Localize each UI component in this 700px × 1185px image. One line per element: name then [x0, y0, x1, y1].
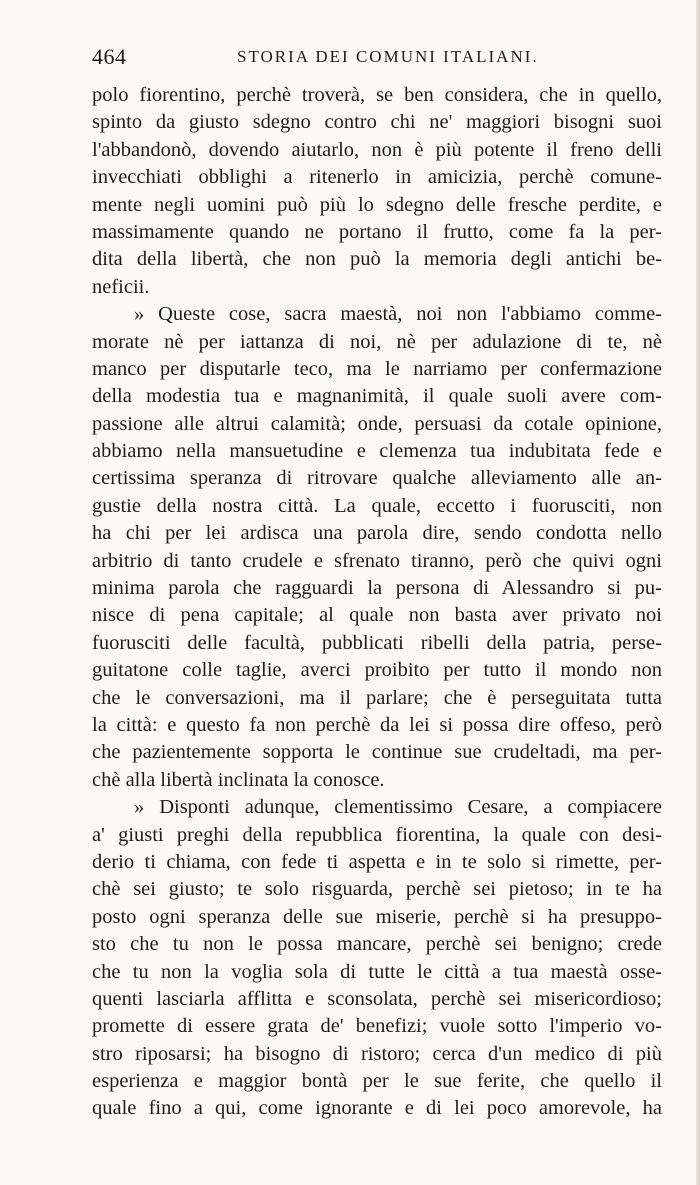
text-line: dita della libertà, che non può la memoria degli antichi be- — [92, 248, 662, 271]
text-line: della modestia tua e magnanimità, il quale suoli avere com- — [92, 385, 662, 408]
text-line: quenti lasciarla afflitta e sconsolata, perchè sei misericordioso; — [92, 987, 662, 1010]
text-line: morate nè per iattanza di noi, nè per adulazione di te, nè — [92, 330, 662, 353]
text-line: ha chi per lei ardisca una parola dire, sendo condotta nello — [92, 522, 662, 545]
text-line: l'abbandonò, dovendo aiutarlo, non è più potente il freno delli — [92, 138, 662, 161]
text-line: spinto da giusto sdegno contro chi ne' maggiori bisogni suoi — [92, 111, 662, 134]
text-line: che pazientemente sopporta le continue sue crudeltadi, ma per- — [92, 741, 662, 764]
text-line: chè alla libertà inclinata la conosce. — [92, 768, 385, 791]
text-line: massimamente quando ne portano il frutto, come fa la per- — [92, 220, 662, 243]
text-line: passione alle altrui calamità; onde, persuasi da cotale opinione, — [92, 412, 662, 435]
page-header — [92, 44, 660, 72]
paragraph — [92, 301, 662, 794]
text-line: posto ogni speranza delle sue miserie, perchè si ha presuppo- — [92, 905, 662, 928]
running-head: STORIA DEI COMUNI ITALIANI. — [237, 47, 539, 66]
text-line: guitatone colle taglie, averci proibito per tutto il mondo non — [92, 659, 662, 682]
text-line: fuorusciti delle facultà, pubblicati ribelli della patria, perse- — [92, 631, 662, 654]
page-edge — [696, 0, 700, 1185]
text-line: neficii. — [92, 275, 150, 298]
text-line: a' giusti preghi della repubblica fiorentina, la quale con desi- — [92, 823, 662, 846]
text-line: esperienza e maggior bontà per le sue ferite, che quello il — [92, 1070, 662, 1093]
text-line: abbiamo nella mansuetudine e clemenza tua indubitata fede e — [92, 440, 662, 463]
text-line: promette di essere grata de' benefizi; vuole sotto l'imperio vo- — [92, 1015, 662, 1038]
text-line: la città: e questo fa non perchè da lei si possa dire offeso, però — [92, 713, 662, 736]
text-line: stro riposarsi; ha bisogno di ristoro; cerca d'un medico di più — [92, 1042, 662, 1065]
page-number: 464 — [92, 44, 127, 69]
text-line: quale fino a qui, come ignorante e di lei poco amorevole, ha — [92, 1097, 662, 1120]
text-line: arbitrio di tanto crudele e sfrenato tiranno, però che quivi ogni — [92, 549, 662, 572]
paragraph — [92, 82, 662, 301]
text-line: invecchiati obblighi a ritenerlo in amicizia, perchè comune- — [92, 166, 662, 189]
text-line: mente negli uomini può più lo sdegno delle fresche perdite, e — [92, 193, 662, 216]
text-line: nisce di pena capitale; al quale non basta aver privato noi — [92, 604, 662, 627]
text-line: che le conversazioni, ma il parlare; che è perseguitata tutta — [92, 686, 662, 709]
text-line: minima parola che ragguardi la persona di Alessandro si pu- — [92, 577, 662, 600]
text-line: derio ti chiama, con fede ti aspetta e in te solo si rimette, per- — [92, 850, 662, 873]
text-line: polo fiorentino, perchè troverà, se ben considera, che in quello, — [92, 84, 662, 106]
text-line: sto che tu non le possa mancare, perchè sei benigno; crede — [92, 933, 662, 956]
text-line: » Disponti adunque, clementissimo Cesare, a compiacere — [134, 796, 662, 819]
text-line: gustie della nostra città. La quale, eccetto i fuorusciti, non — [92, 494, 662, 517]
text-line: certissima speranza di ritrovare qualche alleviamento alle an- — [92, 467, 662, 490]
text-line: manco per disputarle teco, ma le narriamo per confermazione — [92, 357, 662, 380]
text-line: » Queste cose, sacra maestà, noi non l'abbiamo comme- — [134, 303, 662, 326]
text-line: che tu non la voglia sola di tutte le città a tua maestà osse- — [92, 960, 662, 983]
body-text — [92, 82, 662, 1123]
text-line: chè sei giusto; te solo risguarda, perchè sei pietoso; in te ha — [92, 878, 662, 901]
paragraph — [92, 794, 662, 1123]
